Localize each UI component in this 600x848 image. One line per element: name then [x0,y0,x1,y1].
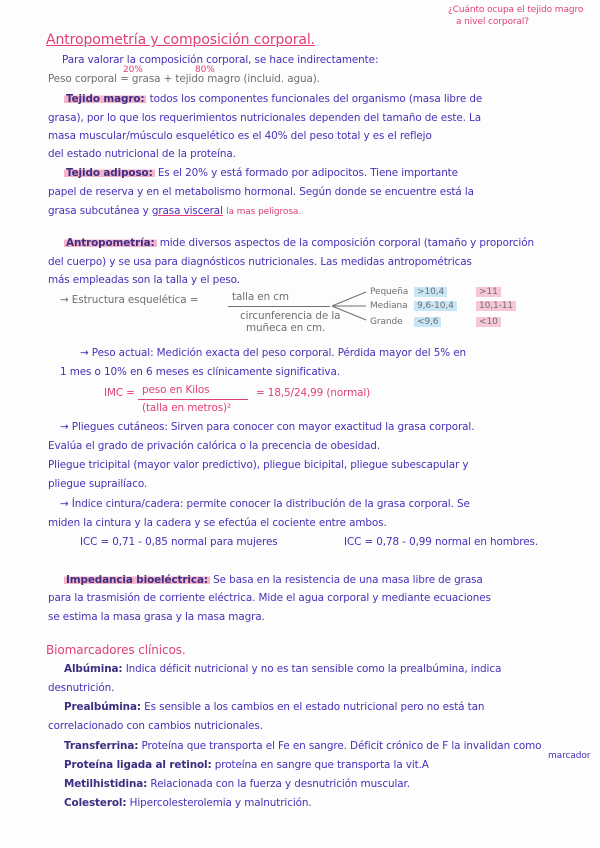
adiposo-text-1: Es el 20% y está formado por adipocitos. Tiene importante [157,167,458,179]
magro-term: Tejido magro: [66,93,145,105]
pliegues-line-2: Evalúa el grado de privación calórica o la precencia de obesidad. [48,440,381,452]
size-name-large: Grande [370,317,403,327]
albumina-line-2: desnutrición. [48,682,115,694]
imp-line-2: para la trasmisión de corriente eléctrica. Mide el agua corporal y mediante ecuaciones [48,592,491,604]
adiposo-text-3a: grasa subcutánea y [48,205,149,217]
size-male-large: <10 [476,316,501,329]
adiposo-line-3 [48,205,301,219]
pliegues-line-4: pliegue suprailíaco. [48,478,148,490]
pliegues-line-3: Pliegue tricipital (mayor valor predictivo), pliegue bicipital, pliegue subescapular y [48,459,469,471]
transf-text-1: Proteína que transporta el Fe en sangre. Déficit crónico de F la invalidan como [141,740,542,752]
metil-line [64,778,410,791]
magro-text-1: todos los componentes funcionales del organismo (masa libre de [149,93,483,105]
imc-denominator: (talla en metros)² [142,402,232,414]
albumina-term: Albúmina: [64,663,123,675]
intro-line-2: Peso corporal = grasa + tejido magro (incluid. agua). [48,73,320,85]
frac-denominator-1: circunferencia de la [240,310,341,322]
adiposo-text-3c: la mas peligrosa. [226,207,302,217]
peso-line-1: → Peso actual: Medición exacta del peso corporal. Pérdida mayor del 5% en [80,347,467,359]
antro-text-1: mide diversos aspectos de la composición corporal (tamaño y proporción [159,237,534,249]
metil-text: Relacionada con la fuerza y desnutrición muscular. [150,778,410,790]
pct-20-note: 20% [123,65,143,75]
colest-term: Colesterol: [64,797,127,809]
icc-men: ICC = 0,78 - 0,99 normal en hombres. [344,536,539,548]
transf-line-1 [64,740,541,753]
indice-line-1: → Índice cintura/cadera: permite conocer la distribución de la grasa corporal. Se [60,498,470,510]
frac-numerator: talla en cm [232,291,289,303]
size-name-medium: Mediana [370,301,408,311]
adiposo-line-1 [64,167,458,180]
imc-value: = 18,5/24,99 (normal) [256,387,371,399]
albumina-text-1: Indica déficit nutricional y no es tan sensible como la prealbúmina, indica [125,663,502,675]
antro-line-1 [64,237,534,250]
size-male-small: >11 [476,286,501,299]
prealb-text-1: Es sensible a los cambios en el estado nutricional pero no está tan [144,701,485,713]
transf-line-2: marcador [548,751,591,761]
page-title: Antropometría y composición corporal. [46,32,316,48]
intro-line-1: Para valorar la composición corporal, se hace indirectamente: [62,54,379,66]
imp-line-1 [64,574,483,587]
colest-line [64,797,312,810]
pct-80-note: 80% [195,65,215,75]
size-female-large: <9,6 [414,316,441,329]
prealb-line-1 [64,701,484,714]
imc-numerator: peso en Kilos [142,384,210,396]
antro-term: Antropometría: [66,237,155,249]
prealb-term: Prealbúmina: [64,701,141,713]
estructura-label: → Estructura esquelética = [60,294,199,306]
fraction-bar [228,306,330,307]
adiposo-line-2: papel de reserva y en el metabolismo hormonal. Según donde se encuentre está la [48,186,474,198]
antro-line-3: más empleadas son la talla y el peso. [48,274,240,286]
peso-line-2: 1 mes o 10% en 6 meses es clínicamente significativa. [60,366,340,378]
icc-women: ICC = 0,71 - 0,85 normal para mujeres [80,536,278,548]
retinol-term: Proteína ligada al retinol: [64,759,212,771]
imp-line-3: se estima la masa grasa y la masa magra. [48,611,265,623]
size-female-medium: 9,6-10,4 [414,300,457,313]
biomarkers-title: Biomarcadores clínicos. [46,643,186,657]
size-female-small: >10,4 [414,286,447,299]
antro-line-2: del cuerpo) y se usa para diagnósticos nutricionales. Las medidas antropométricas [48,256,472,268]
indice-line-2: miden la cintura y la cadera y se efectúa el cociente entre ambos. [48,517,387,529]
colest-text: Hipercolesterolemia y malnutrición. [129,797,312,809]
magro-line-4: del estado nutricional de la proteína. [48,148,236,160]
imc-fraction-bar [138,399,248,400]
magro-line-2: grasa), por lo que los requerimientos nutricionales dependen del tamaño de este. La [48,112,482,124]
retinol-text: proteína en sangre que transporta la vit.A [214,759,429,771]
side-note-line-2: a nivel corporal? [456,17,529,27]
adiposo-text-3b: grasa visceral [151,205,223,217]
magro-line-3: masa muscular/músculo esquelético es el 40% del peso total y es el reflejo [48,130,432,142]
retinol-line [64,759,429,772]
imc-label: IMC = [104,387,135,399]
imp-term: Impedancia bioeléctrica: [66,574,208,586]
transf-term: Transferrina: [64,740,139,752]
magro-line-1 [64,93,482,106]
metil-term: Metilhistidina: [64,778,148,790]
pliegues-line-1: → Pliegues cutáneos: Sirven para conocer con mayor exactitud la grasa corporal. [60,421,475,433]
frac-denominator-2: muñeca en cm. [246,322,326,334]
albumina-line-1 [64,663,501,676]
imp-text-1: Se basa en la resistencia de una masa libre de grasa [213,574,483,586]
size-name-small: Pequeña [370,287,409,297]
adiposo-term: Tejido adiposo: [66,167,153,179]
side-note-line-1: ¿Cuánto ocupa el tejido magro [448,5,584,15]
size-branch-arrows [330,286,370,326]
prealb-line-2: correlacionado con cambios nutricionales. [48,720,263,732]
size-male-medium: 10,1-11 [476,300,516,313]
